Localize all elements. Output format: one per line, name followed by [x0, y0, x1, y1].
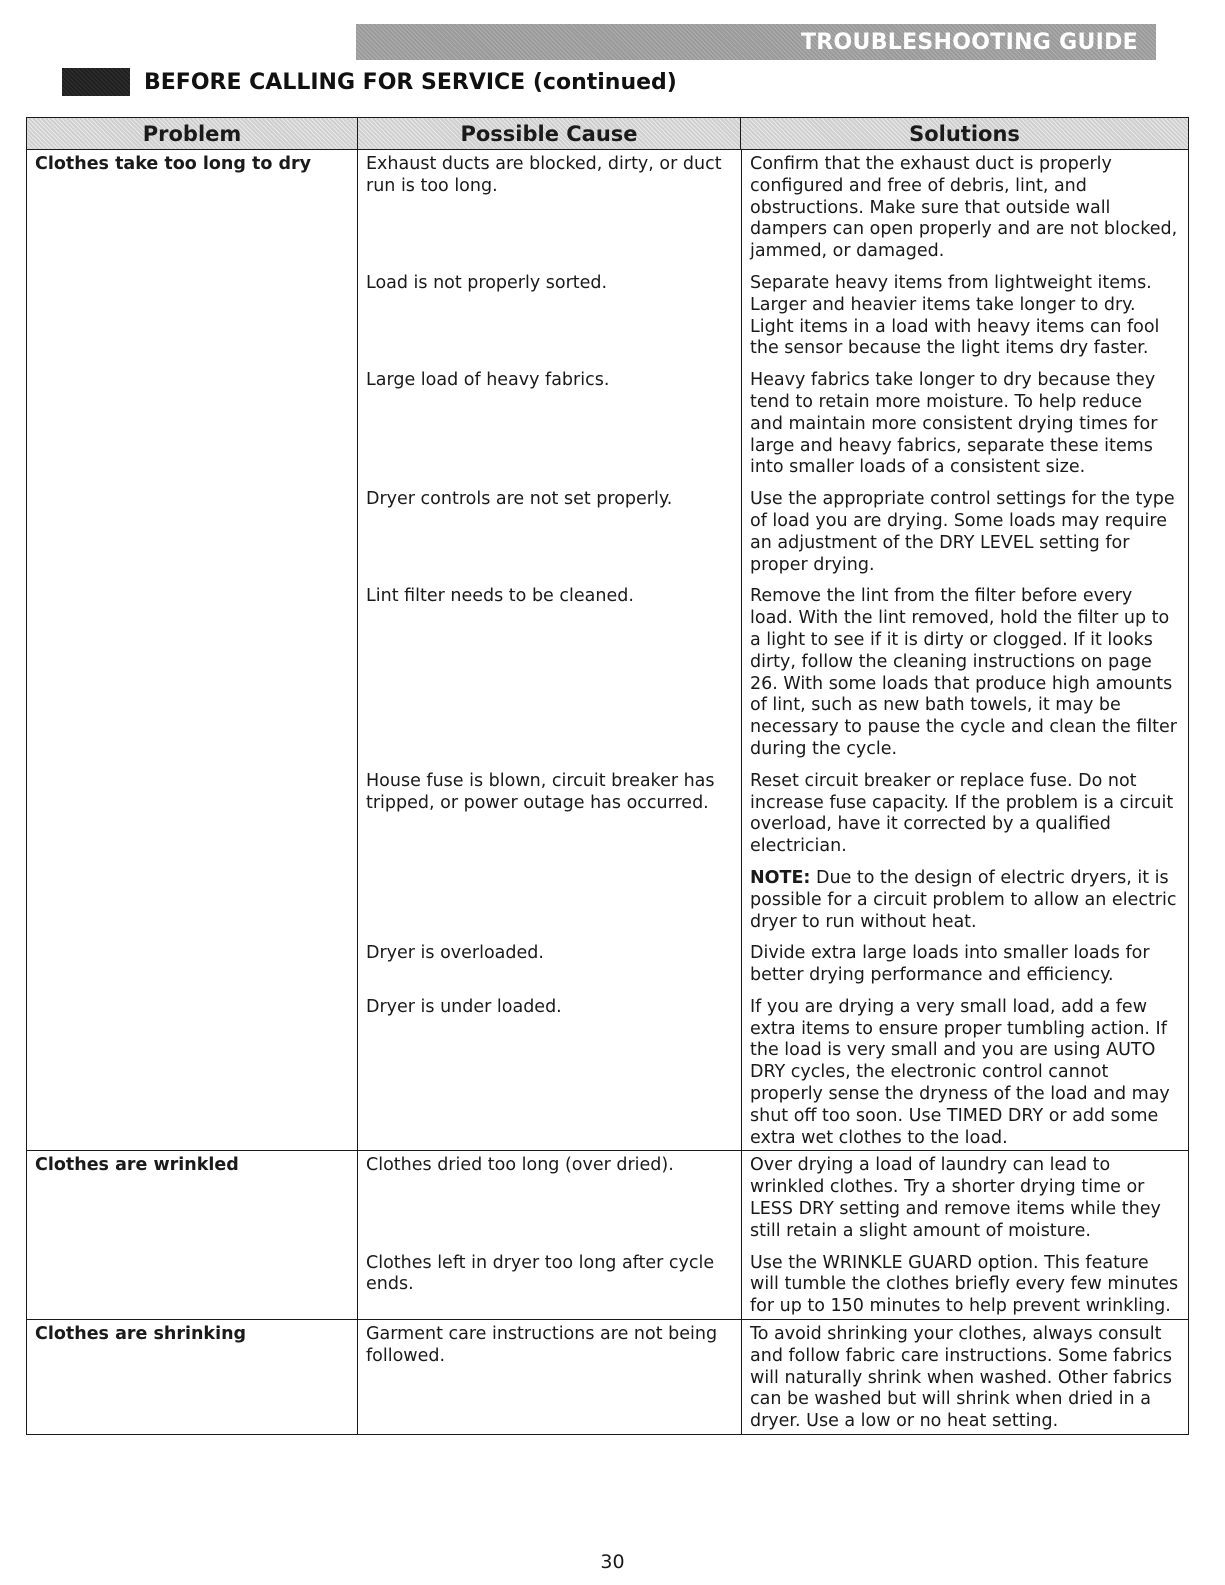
page-title: BEFORE CALLING FOR SERVICE (continued): [144, 69, 677, 95]
list-item: [358, 489, 1188, 586]
possible-cause: Dryer is under loaded.: [366, 996, 562, 1017]
problem-cell: [27, 1151, 358, 1320]
list-item: [358, 586, 1188, 770]
section-marker: [62, 68, 130, 96]
section-heading: [62, 66, 677, 98]
column-header-problem: Problem: [27, 118, 358, 150]
solution: Divide extra large loads into smaller loads for better drying performance and efficiency.: [741, 943, 1188, 997]
possible-cause: Garment care instructions are not being followed.: [366, 1324, 718, 1366]
solution: [741, 868, 1188, 943]
possible-cause: Exhaust ducts are blocked, dirty, or duct run is too long.: [366, 154, 722, 196]
possible-cause: Large load of heavy fabrics.: [366, 370, 610, 391]
note-label: NOTE:: [750, 867, 811, 888]
problem-cell: [27, 1320, 358, 1435]
solution: Heavy fabrics take longer to dry because they tend to retain more moisture. To help reduce and maintain more consistent drying times for large and heavy fabrics, separate these items into smaller loads of a consistent size.: [741, 370, 1188, 489]
note-text: Due to the design of electric dryers, it is possible for a circuit problem to allow an electric dryer to run without heat.: [750, 867, 1177, 932]
solution: Confirm that the exhaust duct is properly configured and free of debris, lint, and obstructions. Make sure that outside wall dampers can open properly and are not blocked, jammed, or damaged.: [741, 150, 1188, 273]
list-item: [358, 273, 1188, 370]
banner-title: TROUBLESHOOTING GUIDE: [800, 29, 1138, 55]
problem-label: Clothes take too long to dry: [35, 154, 312, 174]
page-number: 30: [600, 1551, 625, 1573]
column-header-cause: Possible Cause: [358, 118, 741, 150]
problem-cell: [27, 150, 358, 1151]
possible-cause: House fuse is blown, circuit breaker has tripped, or power outage has occurred.: [366, 770, 715, 813]
table-row: [27, 1320, 1189, 1435]
solution: Separate heavy items from lightweight items. Larger and heavier items take longer to dry. Light items in a load with heavy items can fool the sensor because the light items dry faster.: [741, 273, 1188, 370]
list-item: [358, 1151, 1188, 1252]
cause-solution-cell: [358, 1151, 1189, 1320]
problem-label: Clothes are shrinking: [35, 1324, 247, 1345]
possible-cause: Clothes left in dryer too long after cycle ends.: [366, 1252, 715, 1295]
troubleshooting-table: [26, 117, 1189, 1435]
cause-solution-cell: [358, 150, 1189, 1151]
possible-cause: Clothes dried too long (over dried).: [366, 1155, 674, 1176]
list-item: [358, 943, 1188, 997]
solution: Remove the lint from the filter before every load. With the lint removed, hold the filter up to a light to see if it is dirty or clogged. If it looks dirty, follow the cleaning instructions on page 26. With some loads that produce high amounts of lint, such as new bath towels, it may be necessary to pause the cycle and clean the filter during the cycle.: [741, 586, 1188, 770]
column-header-solution: Solutions: [741, 118, 1189, 150]
problem-label: Clothes are wrinkled: [35, 1155, 239, 1176]
solution: Reset circuit breaker or replace fuse. Do not increase fuse capacity. If the problem is a circuit overload, have it corrected by a qualified electrician.: [741, 771, 1188, 868]
list-item: [358, 771, 1188, 868]
section-banner: [356, 24, 1156, 60]
table-body: [27, 150, 1189, 1435]
solution: Use the WRINKLE GUARD option. This feature will tumble the clothes briefly every few minutes for up to 150 minutes to help prevent wrinkling.: [741, 1253, 1188, 1319]
possible-cause: [358, 868, 741, 943]
solution: Over drying a load of laundry can lead to wrinkled clothes. Try a shorter drying time or LESS DRY setting and remove items while they still retain a slight amount of moisture.: [741, 1151, 1188, 1252]
table-header-row: [27, 118, 1189, 150]
list-item: [358, 1253, 1188, 1319]
table-row: [27, 150, 1189, 1151]
solution: If you are drying a very small load, add a few extra items to ensure proper tumbling action. If the load is very small and you are using AUTO DRY cycles, the electronic control cannot properly sense the dryness of the load and may shut off too soon. Use TIMED DRY or add some extra wet clothes to the load.: [741, 997, 1188, 1151]
list-item: [358, 370, 1188, 489]
list-item: [358, 150, 1188, 273]
possible-cause: Dryer controls are not set properly.: [366, 489, 673, 510]
list-item: [358, 868, 1188, 943]
list-item: [358, 997, 1188, 1151]
possible-cause: Load is not properly sorted.: [366, 272, 608, 293]
solution: To avoid shrinking your clothes, always consult and follow fabric care instructions. Some fabrics will naturally shrink when washed. Other fabrics can be washed but will shrink when dried in a dryer. Use a low or no heat setting.: [741, 1320, 1188, 1434]
cause-solution-cell: [358, 1320, 1189, 1435]
list-item: [358, 1320, 1188, 1434]
possible-cause: Lint filter needs to be cleaned.: [366, 586, 634, 607]
solution: Use the appropriate control settings for the type of load you are drying. Some loads may require an adjustment of the DRY LEVEL setting for proper drying.: [741, 489, 1188, 586]
table-row: [27, 1151, 1189, 1320]
possible-cause: Dryer is overloaded.: [366, 943, 544, 964]
